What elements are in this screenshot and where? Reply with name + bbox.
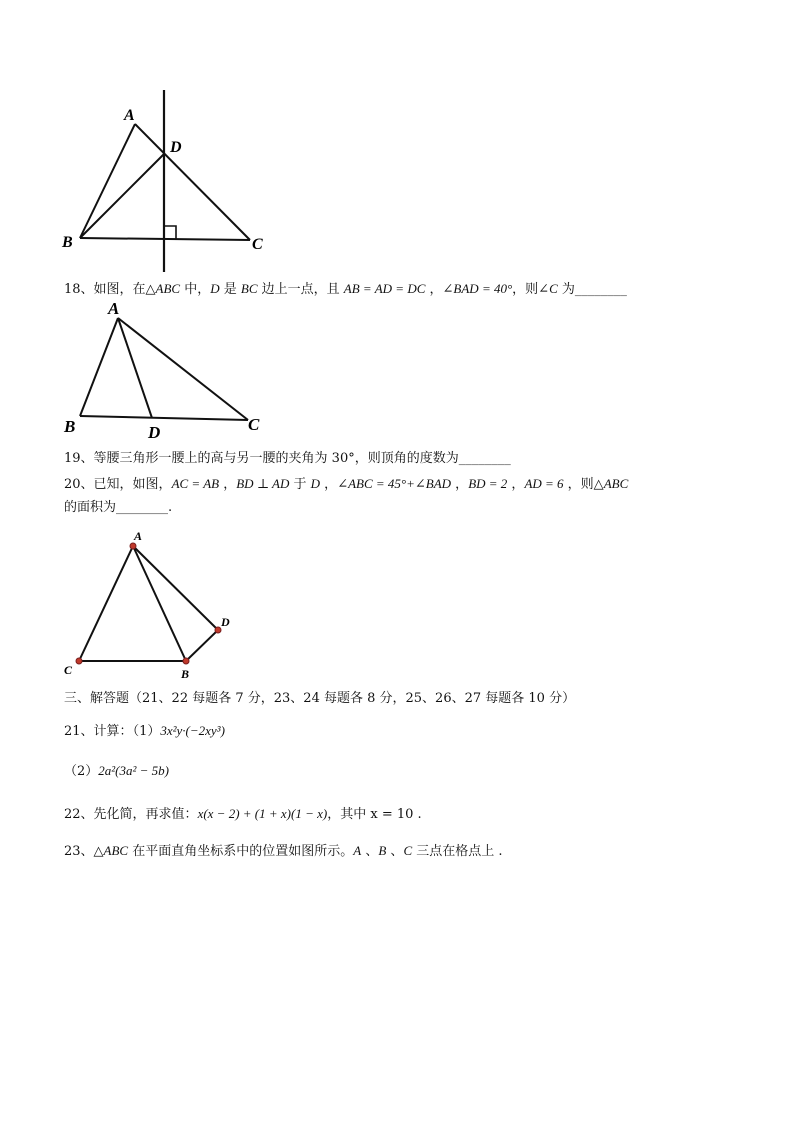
point-c <box>76 658 82 664</box>
answer-blank: 的面积为________. <box>64 500 173 515</box>
expression-1: 3x²y·(−2xy³) <box>160 723 225 738</box>
right-angle-mark <box>164 226 176 239</box>
label-a: A <box>134 529 143 543</box>
question-21: 21、计算：（1）3x²y·(−2xy³) <box>64 723 225 739</box>
question-number: 22、 <box>64 807 94 822</box>
segment-ac <box>79 546 133 661</box>
question-23: 23、△ABC 在平面直角坐标系中的位置如图所示。A 、B 、C 三点在格点上 . <box>64 843 503 859</box>
segment-bd <box>186 630 218 661</box>
answer-blank: 为________ <box>557 282 627 297</box>
question-number: 19、 <box>64 451 94 466</box>
expression-2: 2a²(3a² − 5b) <box>98 763 170 778</box>
segment-ab <box>133 546 186 661</box>
label-c: C <box>64 663 73 677</box>
question-22: 22、先化简，再求值：x(x − 2) + (1 + x)(1 − x)，其中 x = 10 . <box>64 806 422 822</box>
figure-20-triangle <box>60 526 240 686</box>
label-a: A <box>108 299 120 318</box>
expression: x(x − 2) + (1 + x)(1 − x) <box>197 806 328 821</box>
question-19: 19、等腰三角形一腰上的高与另一腰的夹角为 30°，则顶角的度数为________ <box>64 451 511 466</box>
question-number: 20、 <box>64 477 94 492</box>
point-a <box>130 543 136 549</box>
figure-18-triangle <box>60 298 280 444</box>
label-a: A <box>124 107 135 124</box>
question-number: 21、 <box>64 724 94 739</box>
label-c: C <box>252 236 263 253</box>
point-b <box>183 658 189 664</box>
segment-ad <box>118 318 152 418</box>
label-c: C <box>248 415 260 434</box>
question-20-line-1: 20、已知，如图，AC = AB ，BD ⊥ AD 于 D ，∠ABC = 45°+∠BAD ，BD = 2 ，AD = 6 ，则△ABC <box>64 476 629 492</box>
segment-ac <box>135 124 250 240</box>
question-18: 18、如图，在△ABC 中，D 是 BC 边上一点，且 AB = AD = DC ，∠BAD = 40°，则∠C 为________ <box>64 281 627 297</box>
label-d: D <box>148 423 161 442</box>
question-21-part-2: （2）2a²(3a² − 5b) <box>64 763 170 779</box>
question-20-line-2 <box>64 499 172 517</box>
question-number: 23、 <box>64 844 94 859</box>
figure-17-triangle <box>60 88 270 278</box>
segment-bd <box>80 154 164 238</box>
label-b: B <box>64 417 76 436</box>
segment-ab <box>80 124 135 238</box>
label-d: D <box>221 615 230 629</box>
segment-bc <box>80 416 248 420</box>
segment-ad <box>133 546 218 630</box>
label-b: B <box>62 234 73 251</box>
label-b: B <box>181 667 190 681</box>
segment-ac <box>118 318 248 420</box>
section-3-heading: 三、解答题（21、22 每题各 7 分，23、24 每题各 8 分，25、26、27 每题各 10 分） <box>64 691 576 706</box>
segment-ab <box>80 318 118 416</box>
question-number: 18、 <box>64 282 94 297</box>
label-d: D <box>170 139 182 156</box>
